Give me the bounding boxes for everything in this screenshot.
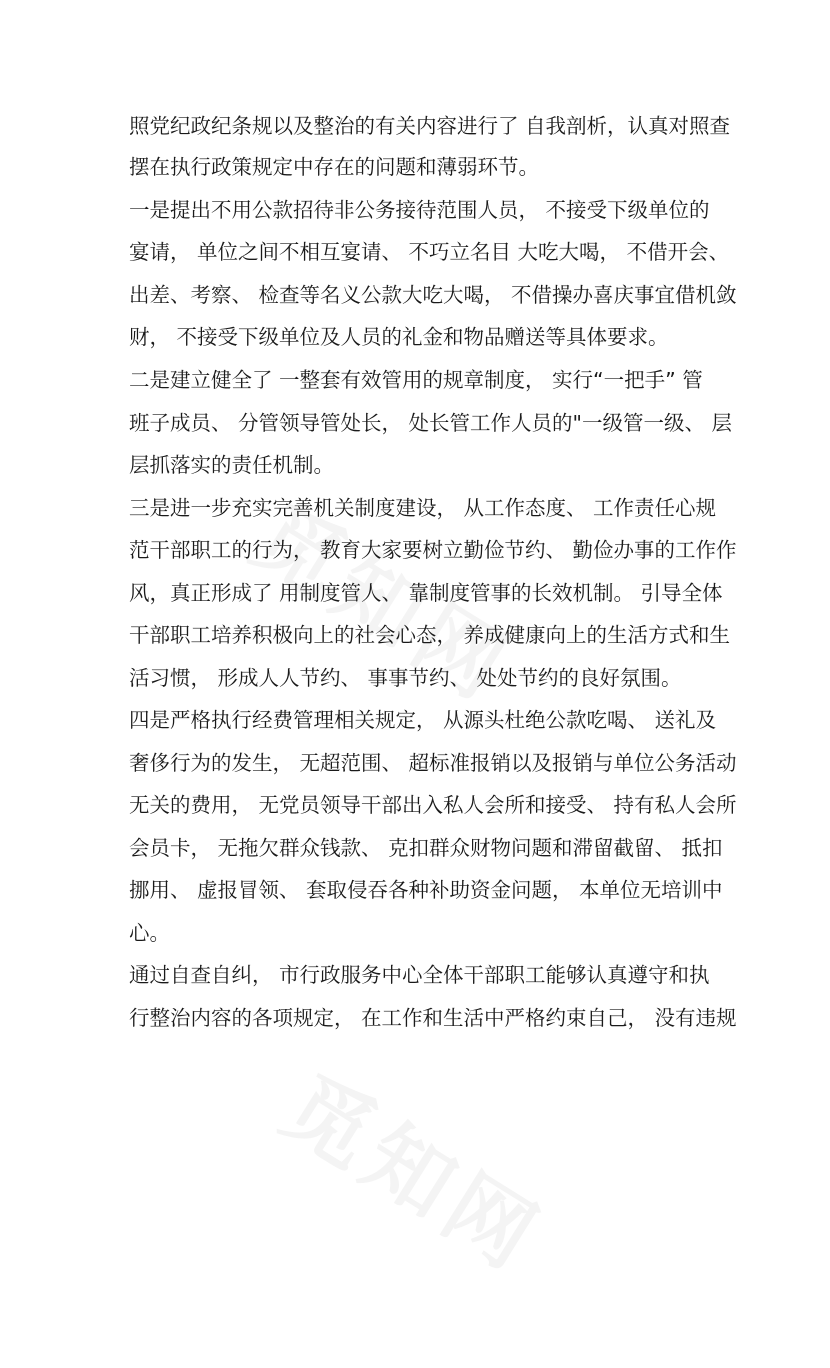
- paragraph-line: 干部职工培养积极向上的社会心态， 养成健康向上的生活方式和生: [129, 623, 731, 647]
- paragraph-line: 照党纪政纪条规以及整治的有关内容进行了 自我剖析，认真对照查: [129, 114, 731, 138]
- paragraph-line: 四是严格执行经费管理相关规定， 从源头杜绝公款吃喝、 送礼及: [129, 708, 717, 732]
- watermark-text-lower: [266, 1057, 558, 1291]
- paragraph-line: 挪用、 虚报冒领、 套取侵吞各种补助资金问题， 本单位无培训中: [129, 878, 723, 902]
- paragraph-line: 二是建立健全了 一整套有效管用的规章制度， 实行“一把手” 管: [129, 368, 703, 392]
- paragraph-line: 行整治内容的各项规定， 在工作和生活中严格约束自己， 没有违规: [129, 1006, 737, 1030]
- paragraph-line: 通过自查自纠， 市行政服务中心全体干部职工能够认真遵守和执: [129, 963, 710, 987]
- paragraph-line: 范干部职工的行为， 教育大家要树立勤俭节约、 勤俭办事的工作作: [129, 538, 737, 562]
- paragraph-line: 宴请， 单位之间不相互宴请、 不巧立名目 大吃大喝， 不借开会、: [129, 240, 730, 264]
- paragraph-line: 出差、考察、 检查等名义公款大吃大喝， 不借操办喜庆事宜借机敛: [129, 283, 737, 307]
- paragraph-line: 会员卡， 无拖欠群众钱款、 克扣群众财物问题和滞留截留、 抵扣: [129, 836, 723, 860]
- paragraph-line: 班子成员、 分管领导管处长， 处长管工作人员的"一级管一级、 层: [129, 411, 732, 435]
- paragraph-line: 活习惯， 形成人人节约、 事事节约、 处处节约的良好氛围。: [129, 666, 682, 690]
- paragraph-line: 奢侈行为的发生， 无超范围、 超标准报销以及报销与单位公务活动: [129, 751, 737, 775]
- paragraph-line: 一是提出不用公款招待非公务接待范围人员， 不接受下级单位的: [129, 198, 710, 222]
- paragraph-line: 无关的费用， 无党员领导干部出入私人会所和接受、 持有私人会所: [129, 793, 737, 817]
- paragraph-line: 财， 不接受下级单位及人员的礼金和物品赠送等具体要求。: [129, 325, 669, 349]
- paragraph-line: 心。: [129, 921, 170, 945]
- paragraph-line: 摆在执行政策规定中存在的问题和薄弱环节。: [129, 155, 539, 179]
- watermark-lower: [266, 1040, 686, 1364]
- paragraph-line: 风，真正形成了 用制度管人、 靠制度管事的长效机制。 引导全体: [129, 581, 723, 605]
- paragraph-line: 层抓落实的责任机制。: [129, 453, 334, 477]
- paragraph-line: 三是进一步充实完善机关制度建设， 从工作态度、 工作责任心规: [129, 496, 717, 520]
